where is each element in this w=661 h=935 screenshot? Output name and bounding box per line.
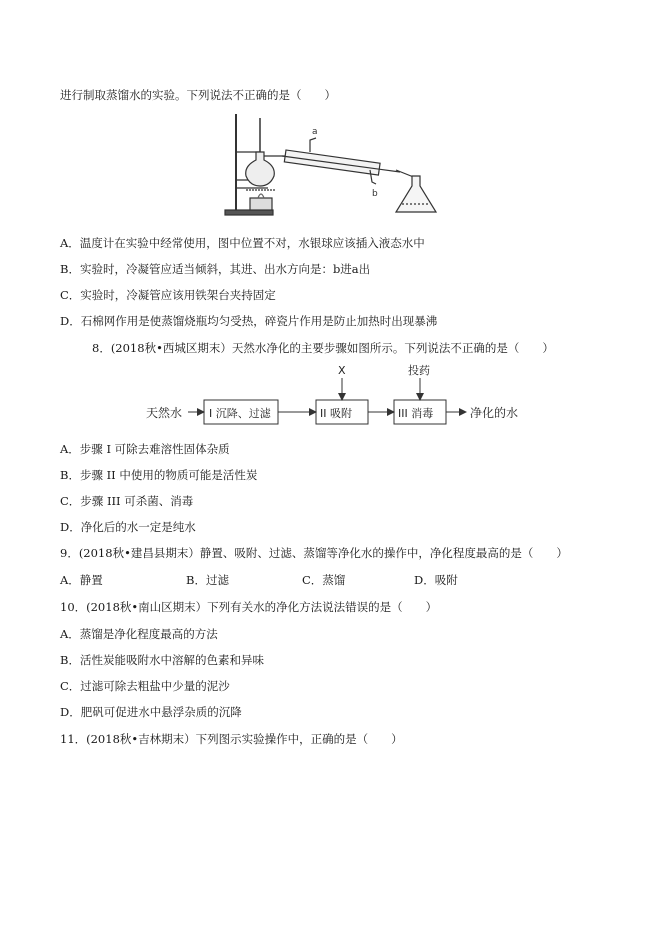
q7-option-d: D．石棉网作用是使蒸馏烧瓶均匀受热，碎瓷片作用是防止加热时出现暴沸 xyxy=(60,314,438,328)
q9-options xyxy=(60,573,580,587)
water-purification-flow-diagram xyxy=(144,362,524,432)
q10-stem: 10．(2018秋•南山区期末）下列有关水的净化方法说法错误的是（ ） xyxy=(60,600,438,614)
q8-option-c: C．步骤 III 可杀菌、消毒 xyxy=(60,494,194,508)
q9-option-b: B．过滤 xyxy=(186,573,229,587)
q11-stem: 11．(2018秋•吉林期末）下列图示实验操作中，正确的是（ ） xyxy=(60,732,403,746)
q9-stem: 9．(2018秋•建昌县期末）静置、吸附、过滤、蒸馏等净化水的操作中，净化程度最高的是（ ） xyxy=(60,546,568,560)
q8-option-b: B．步骤 II 中使用的物质可能是活性炭 xyxy=(60,468,258,482)
q8-option-d: D．净化后的水一定是纯水 xyxy=(60,520,196,534)
distillation-apparatus-figure xyxy=(220,112,450,222)
q10-option-d: D．肥矾可促进水中悬浮杂质的沉降 xyxy=(60,705,242,719)
question-intro: 进行制取蒸馏水的实验。下列说法不正确的是（ ） xyxy=(60,88,336,102)
flow-step3: III 消毒 xyxy=(398,407,434,420)
flow-step2: II 吸附 xyxy=(320,407,352,420)
q7-option-a: A．温度计在实验中经常使用，图中位置不对，水银球应该插入液态水中 xyxy=(60,236,425,250)
q10-option-a: A．蒸馏是净化程度最高的方法 xyxy=(60,627,218,641)
flow-start: 天然水 xyxy=(146,406,183,420)
label-a: a xyxy=(312,127,318,137)
q10-option-b: B．活性炭能吸附水中溶解的色素和异味 xyxy=(60,653,264,667)
q9-option-a: A．静置 xyxy=(60,573,103,587)
q8-stem: 8．(2018秋•西城区期末）天然水净化的主要步骤如图所示。下列说法不正确的是（ ） xyxy=(92,341,554,355)
q10-option-c: C．过滤可除去粗盐中少量的泥沙 xyxy=(60,679,230,693)
q7-option-c: C．实验时，冷凝管应该用铁架台夹持固定 xyxy=(60,288,276,302)
q9-option-d: D．吸附 xyxy=(414,573,458,587)
flow-end: 净化的水 xyxy=(470,406,519,420)
q7-option-b: B．实验时，冷凝管应适当倾斜，其进、出水方向是：b进a出 xyxy=(60,262,371,276)
flow-input-x: X xyxy=(338,364,346,377)
flow-input-drug: 投药 xyxy=(408,364,430,377)
label-b: b xyxy=(372,189,378,199)
q8-option-a: A．步骤 I 可除去难溶性固体杂质 xyxy=(60,442,230,456)
flow-step1: I 沉降、过滤 xyxy=(209,407,271,420)
q9-option-c: C．蒸馏 xyxy=(302,573,346,587)
